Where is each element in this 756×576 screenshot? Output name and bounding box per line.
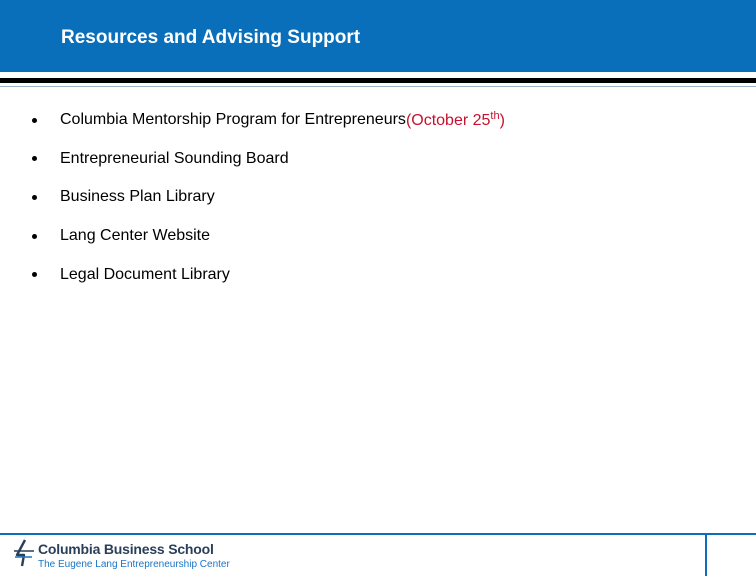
header-rule-thin: [0, 72, 756, 75]
bullet-text: Entrepreneurial Sounding Board: [60, 149, 289, 167]
bullet-text: Legal Document Library: [60, 265, 230, 283]
bullet-item-sounding-board: [30, 147, 505, 171]
footer-rule: [0, 533, 756, 535]
bullet-item-plan-library: [30, 185, 505, 209]
bullet-dot-icon: [32, 118, 37, 123]
date-ordinal: th: [490, 110, 500, 122]
bullet-dot-icon: [32, 272, 37, 277]
bullet-text: Lang Center Website: [60, 227, 211, 245]
date-text: (October 25: [405, 112, 491, 129]
bullet-item-legal-library: [30, 263, 505, 287]
footer-divider: [705, 535, 707, 576]
header-rule-under: [0, 86, 756, 87]
bullet-dot-icon: [32, 195, 37, 200]
slide-title: Resources and Advising Support: [61, 27, 361, 48]
bullet-dot-icon: [32, 156, 37, 161]
bullet-item-mentorship: [30, 108, 505, 132]
columbia-crown-icon: [12, 538, 36, 568]
bullet-list: [30, 108, 505, 301]
header-rule-thick: [0, 78, 756, 83]
bullet-item-lang-website: [30, 224, 505, 248]
logo-school-name: Columbia Business School: [38, 541, 214, 557]
date-close: ): [499, 112, 505, 129]
logo-center-name: The Eugene Lang Entrepreneurship Center: [38, 559, 230, 570]
bullet-text: Columbia Mentorship Program for Entrepreneurs: [60, 111, 406, 128]
bullet-text: Business Plan Library: [60, 188, 215, 206]
bullet-date-highlight: [406, 110, 505, 130]
bullet-dot-icon: [32, 234, 37, 239]
